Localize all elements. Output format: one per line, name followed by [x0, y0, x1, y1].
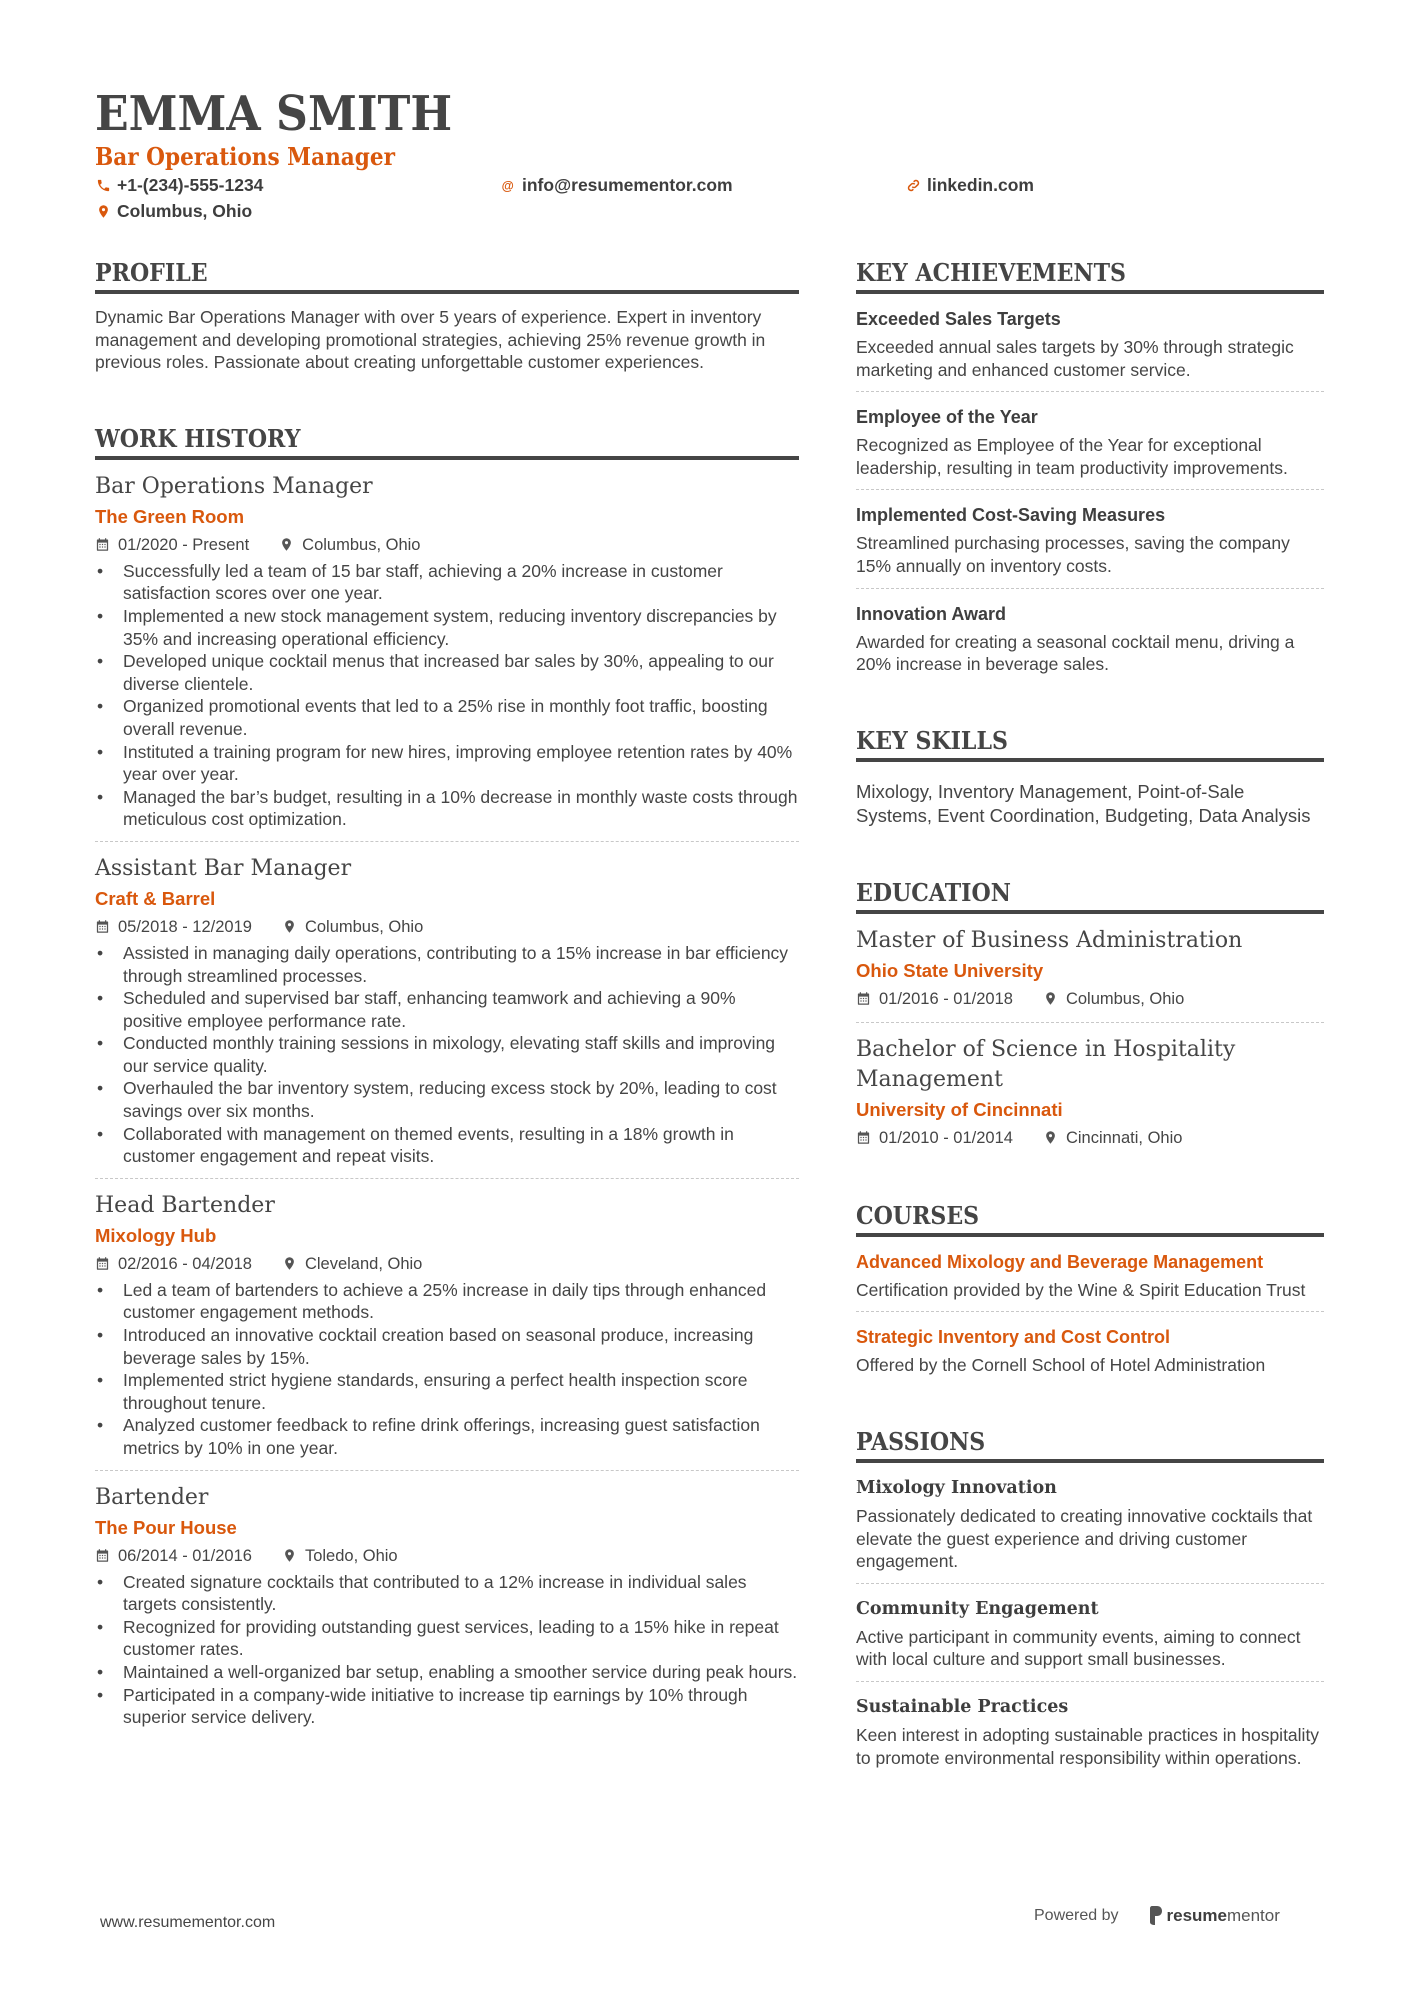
dates: 05/2018 - 12/2019 — [118, 917, 252, 936]
dates: 01/2020 - Present — [118, 535, 250, 554]
divider — [856, 1311, 1324, 1312]
divider — [95, 841, 799, 842]
right-column — [856, 258, 1324, 1819]
section-heading: PASSIONS — [856, 1427, 1324, 1463]
meta-row — [95, 1251, 799, 1277]
item-text: Offered by the Cornell School of Hotel Administration — [856, 1355, 1266, 1376]
location-pin-icon — [282, 1548, 297, 1563]
bullet-item: • Collaborated with management on themed events, resulting in a 18% growth in customer engagement and repeat visits. — [95, 1123, 799, 1168]
divider — [95, 1470, 799, 1471]
company-name: The Green Room — [95, 505, 245, 527]
bullet-item: • Organized promotional events that led to a 25% rise in monthly foot traffic, boosting overall revenue. — [95, 695, 799, 740]
calendar-icon — [95, 537, 110, 552]
passions-item — [856, 1694, 1324, 1769]
location-pin-icon — [1043, 991, 1058, 1006]
location: Toledo, Ohio — [304, 1546, 398, 1565]
item-title: Sustainable Practices — [856, 1696, 1069, 1717]
meta-row — [95, 1543, 799, 1569]
divider — [856, 1583, 1324, 1584]
meta-row — [95, 914, 799, 940]
item-title: Advanced Mixology and Beverage Management — [856, 1251, 1264, 1272]
calendar-icon — [856, 1130, 871, 1145]
work-history-section — [95, 424, 799, 1729]
bullet-item: • Created signature cocktails that contributed to a 12% increase in individual sales targets consistently. — [95, 1571, 799, 1616]
divider — [856, 588, 1324, 589]
education-item — [856, 1035, 1324, 1151]
bullet-list — [95, 942, 799, 1168]
divider — [856, 1022, 1324, 1023]
position-title: Bar Operations Manager — [95, 473, 373, 499]
section-heading: EDUCATION — [856, 878, 1324, 914]
item-text: Active participant in community events, aiming to connect with local culture and support small businesses. — [856, 1626, 1301, 1670]
item-text: Streamlined purchasing processes, saving the company 15% annually on inventory costs. — [856, 533, 1290, 576]
achievements-item — [856, 404, 1324, 479]
bullet-item: • Recognized for providing outstanding guest services, leading to a 15% hike in repeat customer rates. — [95, 1616, 799, 1661]
footer-branding — [1034, 1905, 1280, 1928]
bullet-list — [95, 1279, 799, 1460]
company-name: Mixology Hub — [95, 1224, 217, 1246]
position-title: Assistant Bar Manager — [95, 855, 352, 881]
position-title: Bartender — [95, 1484, 209, 1510]
bullet-item: • Implemented a new stock management system, reducing inventory discrepancies by 35% and increasing operational efficiency. — [95, 605, 799, 650]
resumementor-logo-icon — [1149, 1906, 1163, 1926]
svg-text:@: @ — [501, 178, 514, 193]
contact-phone: +1-(234)-555-1234 — [96, 174, 263, 197]
item-title: Implemented Cost-Saving Measures — [856, 505, 1166, 526]
bullet-item: • Conducted monthly training sessions in mixology, elevating staff skills and improving our service quality. — [95, 1032, 799, 1077]
company-name: Craft & Barrel — [95, 887, 216, 909]
school-name: University of Cincinnati — [856, 1098, 1063, 1120]
left-column — [95, 258, 799, 1779]
item-text: Certification provided by the Wine & Spirit Education Trust — [856, 1279, 1306, 1300]
item-text: Awarded for creating a seasonal cocktail menu, driving a 20% increase in beverage sales. — [856, 631, 1295, 675]
divider — [856, 489, 1324, 490]
link-icon — [906, 178, 921, 193]
dates: 01/2010 - 01/2014 — [879, 1128, 1013, 1147]
divider — [856, 1681, 1324, 1682]
phone-icon — [96, 178, 111, 193]
meta-row — [856, 986, 1324, 1012]
bullet-list — [95, 1571, 799, 1729]
bullet-item: • Developed unique cocktail menus that increased bar sales by 30%, appealing to our diverse clientele. — [95, 650, 799, 695]
bullet-item: • Assisted in managing daily operations, contributing to a 15% increase in bar efficiency through streamlined processes. — [95, 942, 799, 987]
divider — [856, 391, 1324, 392]
job-entry — [95, 472, 799, 831]
bullet-item: • Participated in a company-wide initiative to increase tip earnings by 10% through superior service delivery. — [95, 1684, 799, 1729]
calendar-icon — [856, 991, 871, 1006]
company-name: The Pour House — [95, 1516, 237, 1538]
courses-item — [856, 1324, 1324, 1377]
position-title: Head Bartender — [95, 1192, 275, 1218]
achievements-item — [856, 502, 1324, 577]
bullet-list — [95, 560, 799, 831]
section-heading: COURSES — [856, 1201, 1324, 1237]
job-entry — [95, 854, 799, 1168]
job-entry — [95, 1191, 799, 1460]
contact-website[interactable]: linkedin.com — [906, 174, 1034, 197]
location: Cleveland, Ohio — [304, 1254, 423, 1273]
location-pin-icon — [96, 204, 111, 219]
divider — [95, 1178, 799, 1179]
calendar-icon — [95, 1256, 110, 1271]
bullet-item: • Scheduled and supervised bar staff, enhancing teamwork and achieving a 90% positive employee performance rate. — [95, 987, 799, 1032]
school-name: Ohio State University — [856, 959, 1044, 981]
item-title: Community Engagement — [856, 1598, 1099, 1619]
brand-logo: resume mentor — [1149, 1905, 1280, 1928]
bullet-item: • Maintained a well-organized bar setup, enabling a smoother service during peak hours. — [95, 1661, 799, 1684]
item-text: Recognized as Employee of the Year for exceptional leadership, resulting in team productivity improvements. — [856, 435, 1288, 478]
calendar-icon — [95, 1548, 110, 1563]
bullet-item: • Analyzed customer feedback to refine drink offerings, increasing guest satisfaction metrics by 10% in one year. — [95, 1414, 799, 1459]
job-title: Bar Operations Manager — [95, 142, 395, 171]
item-title: Exceeded Sales Targets — [856, 309, 1061, 329]
degree: Master of Business Administration — [856, 927, 1243, 953]
skills-text: Mixology, Inventory Management, Point-of-Sale Systems, Event Coordination, Budgeting, Data Analysis — [856, 780, 1311, 826]
location-pin-icon — [1043, 1130, 1058, 1145]
dates: 06/2014 - 01/2016 — [118, 1546, 252, 1565]
job-entry — [95, 1483, 799, 1729]
item-title: Employee of the Year — [856, 407, 1038, 428]
location: Columbus, Ohio — [1065, 989, 1185, 1008]
degree: Bachelor of Science in Hospitality Management — [856, 1036, 1236, 1092]
section-heading: KEY ACHIEVEMENTS — [856, 258, 1324, 294]
achievements-item — [856, 601, 1324, 676]
item-title: Innovation Award — [856, 603, 1007, 624]
item-title: Mixology Innovation — [856, 1477, 1057, 1498]
bullet-item: • Overhauled the bar inventory system, reducing excess stock by 20%, leading to cost savings over six months. — [95, 1077, 799, 1122]
item-title: Strategic Inventory and Cost Control — [856, 1327, 1171, 1348]
location: Cincinnati, Ohio — [1065, 1128, 1183, 1147]
bullet-item: • Managed the bar’s budget, resulting in a 10% decrease in monthly waste costs through meticulous cost optimization. — [95, 786, 799, 831]
bullet-item: • Led a team of bartenders to achieve a 25% increase in daily tips through enhanced customer engagement methods. — [95, 1279, 799, 1324]
item-text: Exceeded annual sales targets by 30% through strategic marketing and enhanced customer service. — [856, 337, 1294, 380]
profile-section — [95, 258, 799, 374]
courses-section — [856, 1201, 1324, 1377]
location-pin-icon — [282, 1256, 297, 1271]
bullet-item: • Implemented strict hygiene standards, ensuring a perfect health inspection score throughout tenure. — [95, 1369, 799, 1414]
dates: 01/2016 - 01/2018 — [879, 989, 1013, 1008]
skills-section — [856, 726, 1324, 828]
education-section — [856, 878, 1324, 1151]
candidate-name: EMMA SMITH — [95, 86, 453, 142]
location: Columbus, Ohio — [302, 535, 421, 554]
location-pin-icon — [282, 919, 297, 934]
dates: 02/2016 - 04/2018 — [118, 1254, 252, 1273]
powered-by-label: Powered by — [1034, 1907, 1119, 1924]
location-pin-icon — [279, 537, 294, 552]
courses-item — [856, 1249, 1324, 1302]
section-heading: PROFILE — [95, 258, 799, 294]
education-item — [856, 926, 1324, 1012]
section-heading: KEY SKILLS — [856, 726, 1324, 762]
meta-row — [856, 1125, 1324, 1151]
calendar-icon — [95, 919, 110, 934]
contact-email[interactable]: @ info@resumementor.com — [501, 175, 733, 195]
passions-item — [856, 1475, 1324, 1573]
meta-row — [95, 532, 799, 558]
achievements-section — [856, 258, 1324, 676]
item-text: Passionately dedicated to creating innovative cocktails that elevate the guest experience and driving customer engagement. — [856, 1505, 1313, 1572]
section-heading: WORK HISTORY — [95, 424, 799, 460]
item-text: Keen interest in adopting sustainable practices in hospitality to promote environmental responsibility within operations. — [856, 1724, 1320, 1768]
contact-location: Columbus, Ohio — [96, 200, 252, 223]
profile-text: Dynamic Bar Operations Manager with over 5 years of experience. Expert in inventory management and developing promotional strategies, achieving 25% revenue growth in previous roles. Passionate about creating unforgettable customer experiences. — [95, 307, 766, 373]
passions-item — [856, 1596, 1324, 1671]
passions-section — [856, 1427, 1324, 1769]
location: Columbus, Ohio — [304, 917, 424, 936]
bullet-item: • Introduced an innovative cocktail creation based on seasonal produce, increasing beverage sales by 15%. — [95, 1324, 799, 1369]
footer-url[interactable]: www.resumementor.com — [100, 1914, 276, 1931]
at-icon — [501, 178, 516, 193]
bullet-item: • Instituted a training program for new hires, improving employee retention rates by 40% year over year. — [95, 741, 799, 786]
achievements-item — [856, 306, 1324, 381]
bullet-item: • Successfully led a team of 15 bar staff, achieving a 20% increase in customer satisfaction scores over one year. — [95, 560, 799, 605]
